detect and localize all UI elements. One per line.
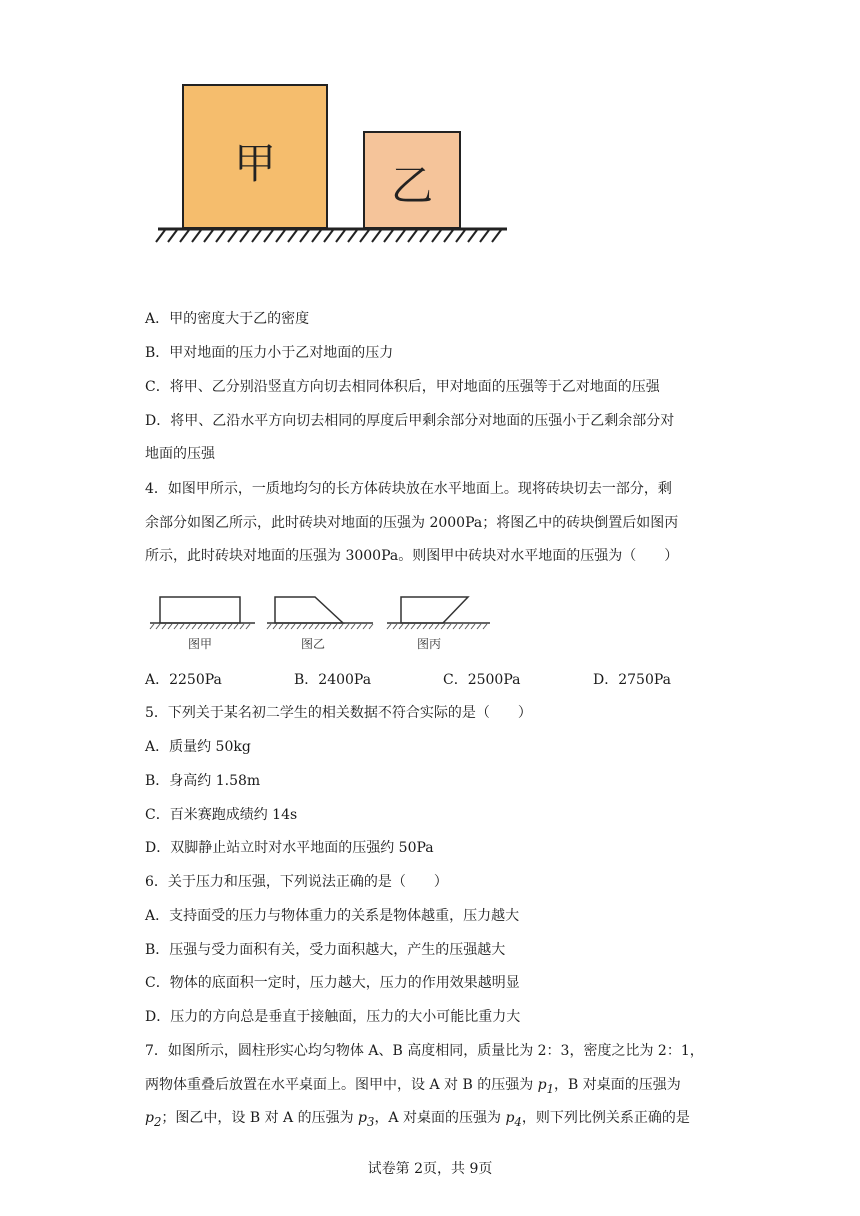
q5-option-c: C．百米赛跑成绩约 14s (145, 807, 298, 823)
fig-label-bing: 图丙 (416, 637, 442, 651)
q4-stem-line3: 所示，此时砖块对地面的压强为 3000Pa。则图甲中砖块对水平地面的压强为（ ） (145, 548, 679, 564)
q3-option-b: B．甲对地面的压力小于乙对地面的压力 (145, 345, 394, 361)
q6-option-a: A．支持面受的压力与物体重力的关系是物体越重，压力越大 (145, 908, 520, 924)
q7-stem-line3: $p_2$；图乙中，设 B 对 A 的压强为 $p_3$，A 对桌面的压强为 $p_4$，则下列比例关系正确的是 (145, 1110, 690, 1129)
q5-option-a: A．质量约 50kg (145, 739, 251, 755)
q6-option-c: C．物体的底面积一定时，压力越大，压力的作用效果越明显 (145, 975, 520, 991)
q4-option-d: D．2750Pa (593, 672, 671, 688)
block-yi-label: 乙 (390, 161, 434, 210)
q6-option-b: B．压强与受力面积有关，受力面积越大，产生的压强越大 (145, 942, 506, 958)
brick-yi (275, 597, 343, 623)
bricks-figure (145, 588, 505, 653)
block-jia-label: 甲 (233, 139, 277, 188)
q3-option-c: C．将甲、乙分别沿竖直方向切去相同体积后，甲对地面的压强等于乙对地面的压强 (145, 379, 660, 395)
q6-option-d: D．压力的方向总是垂直于接触面，压力的大小可能比重力大 (145, 1009, 521, 1025)
q4-option-b: B．2400Pa (294, 672, 372, 688)
q3-option-d-line2: 地面的压强 (145, 446, 215, 462)
q3-option-d-line1: D．将甲、乙沿水平方向切去相同的厚度后甲剩余部分对地面的压强小于乙剩余部分对 (145, 413, 675, 429)
q5-stem: 5．下列关于某名初二学生的相关数据不符合实际的是（ ） (145, 705, 532, 721)
fig-label-jia: 图甲 (187, 637, 213, 651)
q4-stem-line2: 余部分如图乙所示，此时砖块对地面的压强为 2000Pa；将图乙中的砖块倒置后如图丙 (145, 515, 679, 531)
q5-option-d: D．双脚静止站立时对水平地面的压强约 50Pa (145, 840, 434, 856)
fig-label-yi: 图乙 (300, 637, 326, 651)
page-footer: 试卷第 2页，共 9页 (367, 1161, 493, 1177)
brick-bing (401, 597, 468, 623)
bricks-ground-hatching (150, 624, 487, 629)
q4-stem-line1: 4．如图甲所示，一质地均匀的长方体砖块放在水平地面上。现将砖块切去一部分，剩 (145, 481, 672, 497)
q3-option-a: A．甲的密度大于乙的密度 (145, 311, 310, 327)
q5-option-b: B．身高约 1.58m (145, 773, 261, 789)
q7-stem-line1: 7．如图所示，圆柱形实心均匀物体 A、B 高度相同，质量比为 2：3，密度之比为 2：1， (145, 1043, 704, 1059)
q4-option-a: A．2250Pa (145, 672, 222, 688)
q7-stem-line2: 两物体重叠后放置在水平桌面上。图甲中，设 A 对 B 的压强为 $p_1$，B 对桌面的压强为 (145, 1077, 681, 1096)
ground-hatching (156, 230, 501, 242)
q4-option-c: C．2500Pa (443, 672, 521, 688)
q6-stem: 6．关于压力和压强，下列说法正确的是（ ） (145, 874, 448, 890)
brick-jia (160, 597, 240, 623)
blocks-figure (155, 80, 515, 245)
